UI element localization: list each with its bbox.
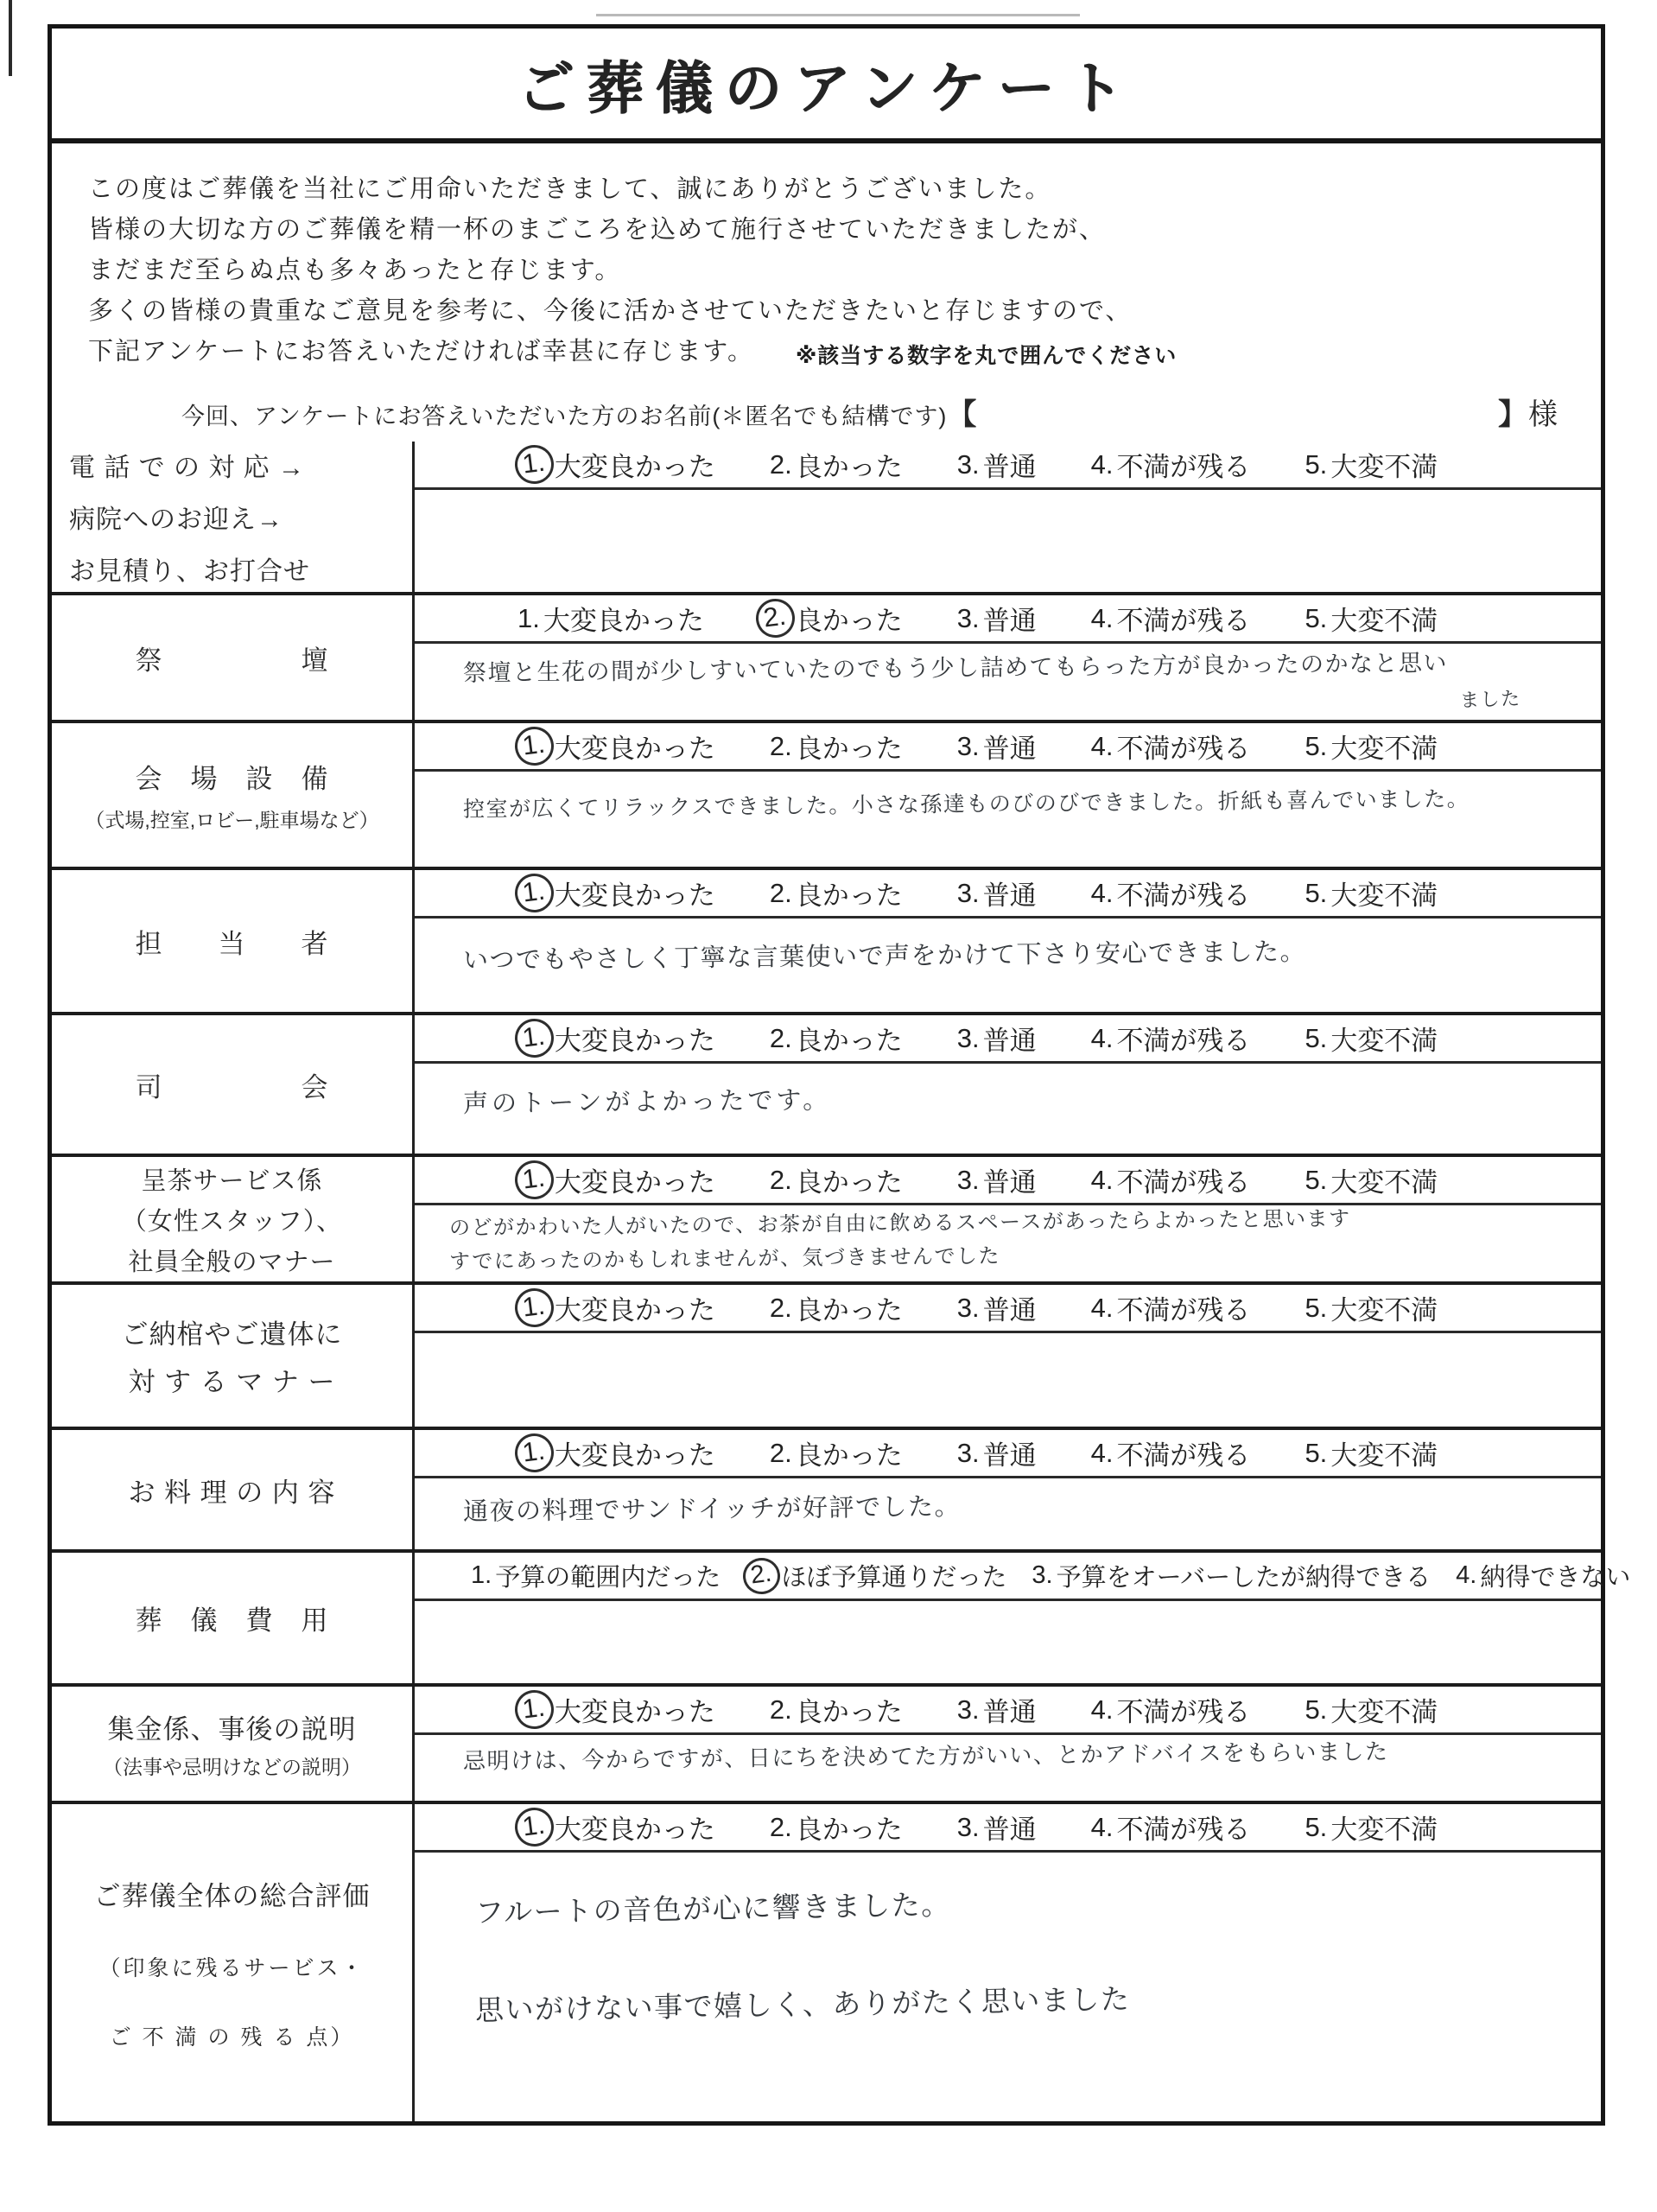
rating-label: 不満が残る — [1116, 880, 1251, 911]
rating-number: 1. — [517, 602, 540, 633]
rating-number: 5. — [1305, 1437, 1328, 1468]
rating-label: 大変良かった — [554, 452, 715, 482]
circled-rating-number: 1. — [512, 1805, 556, 1848]
rating-option — [515, 1690, 715, 1729]
row-label-line: 対 す る マ ナ ー — [128, 1367, 336, 1397]
rating-label: 大変良かった — [554, 1697, 715, 1727]
rating-label: 大変良かった — [554, 1295, 715, 1325]
rating-option — [515, 599, 704, 638]
rating-label: 普通 — [982, 1440, 1037, 1471]
rating-option — [1302, 1019, 1438, 1058]
rating-label: 良かった — [795, 1026, 903, 1056]
rating-label: 普通 — [982, 1026, 1037, 1056]
rating-label: 良かった — [795, 1295, 903, 1325]
rating-option — [1089, 1288, 1251, 1327]
rating-number: 3. — [956, 602, 980, 633]
rating-option — [767, 445, 903, 484]
rating-label: 良かった — [795, 452, 903, 482]
rating-number: 2. — [769, 877, 792, 908]
name-prompt: 今回、アンケートにお答えいただいた方のお名前(＊匿名でも結構です) — [181, 403, 948, 429]
rating-label: 大変良かった — [554, 1815, 715, 1845]
comment-area — [415, 772, 1601, 867]
circled-rating-number: 1. — [512, 1158, 556, 1201]
survey-row — [52, 1430, 1601, 1553]
handwritten-comment: 思いがけない事で嬉しく、ありがたく思いました — [474, 1982, 1131, 2026]
rating-number: 5. — [1305, 1811, 1328, 1842]
rating-option — [955, 599, 1037, 638]
rating-option — [767, 1433, 903, 1472]
rating-label: 大変良かった — [543, 606, 704, 636]
rating-number: 4. — [1090, 1164, 1114, 1195]
rating-label: 大変不満 — [1330, 452, 1438, 482]
rating-number: 5. — [1305, 730, 1328, 761]
rating-label: 普通 — [982, 880, 1037, 911]
row-label-line: （法事や忌明けなどの説明） — [103, 1756, 361, 1778]
row-label-line: （女性スタッフ）、 — [121, 1207, 343, 1236]
row-label — [52, 1430, 415, 1549]
row-label-line: （式場,控室,ロビー,駐車場など） — [85, 809, 379, 831]
rating-option — [767, 1160, 903, 1199]
rating-option — [468, 1558, 721, 1593]
comment-area — [415, 1205, 1601, 1281]
rating-option — [1302, 1690, 1438, 1729]
rating-option — [1089, 1690, 1251, 1729]
row-content — [415, 723, 1601, 867]
rating-label: 不満が残る — [1116, 734, 1251, 764]
rating-option — [1302, 1288, 1438, 1327]
rating-number: 4. — [1090, 1811, 1114, 1842]
options-line — [415, 1430, 1601, 1478]
options-line — [415, 442, 1601, 490]
handwritten-comment: すでにあったのかもしれませんが、気づきませんでした — [448, 1244, 1001, 1274]
options-line — [415, 723, 1601, 772]
handwritten-comment: のどがかわいた人がいたので、お茶が自由に飲めるスペースがあったらよかったと思います — [448, 1207, 1351, 1240]
rating-label: 大変不満 — [1330, 1697, 1438, 1727]
rating-option — [1089, 727, 1251, 766]
rating-label: 不満が残る — [1116, 1026, 1251, 1056]
row-content — [415, 595, 1601, 720]
circled-rating-number: 2. — [741, 1555, 783, 1596]
rating-number: 2. — [769, 730, 792, 761]
circled-rating-number: 2. — [753, 596, 797, 639]
handwritten-comment: 控室が広くてリラックスできました。小さな孫達ものびのびできました。折紙も喜んでいました。 — [462, 786, 1470, 822]
rating-label: 普通 — [982, 452, 1037, 482]
circled-rating-number: 1. — [512, 1431, 556, 1474]
rating-option — [955, 445, 1037, 484]
rating-label: 不満が残る — [1116, 452, 1251, 482]
rating-number: 2. — [769, 1022, 792, 1053]
row-label-line: お見積り、お打合せ — [69, 557, 310, 586]
row-content — [415, 1157, 1601, 1281]
rating-option — [1089, 1019, 1251, 1058]
row-label-line: 電 話 で の 対 応 → — [69, 454, 306, 482]
rating-label: 大変良かった — [554, 1026, 715, 1056]
row-label — [52, 1804, 415, 2121]
rating-label: 良かった — [795, 1167, 903, 1198]
row-label — [52, 595, 415, 720]
close-bracket: 】 — [1498, 397, 1528, 431]
rating-number: 4. — [1090, 1292, 1114, 1323]
rating-option — [1089, 599, 1251, 638]
survey-row — [52, 1804, 1601, 2121]
rating-option — [955, 1288, 1037, 1327]
options-line — [415, 1553, 1631, 1601]
row-label — [52, 1553, 415, 1683]
handwritten-comment: いつでもやさしく丁寧な言葉使いで声をかけて下さり安心できました。 — [462, 938, 1307, 975]
open-bracket: 【 — [947, 397, 978, 431]
rating-number: 4. — [1090, 448, 1114, 480]
rating-option — [515, 1808, 715, 1847]
row-label-line: ご 不 満 の 残 る 点） — [109, 2025, 355, 2050]
rating-number: 5. — [1305, 1292, 1328, 1323]
intro-line-with-note — [88, 332, 1561, 372]
rating-option — [1302, 727, 1438, 766]
rating-label: 良かった — [795, 1440, 903, 1471]
row-label — [52, 1015, 415, 1154]
rating-number: 2. — [769, 1694, 792, 1725]
rating-number: 2. — [769, 1437, 792, 1468]
row-label-line: 会 場 設 備 — [135, 764, 329, 794]
comment-area — [415, 1064, 1601, 1154]
intro-section — [52, 143, 1601, 442]
rating-label: 大変良かった — [554, 734, 715, 764]
rating-number: 5. — [1305, 877, 1328, 908]
rating-label: 大変良かった — [554, 1440, 715, 1471]
rating-label: 大変良かった — [554, 1167, 715, 1198]
row-content — [415, 1687, 1601, 1801]
rating-label: 良かった — [795, 1697, 903, 1727]
title-box — [52, 29, 1601, 143]
rating-label: 普通 — [982, 1295, 1037, 1325]
comment-area — [415, 1735, 1601, 1801]
row-label — [52, 723, 415, 867]
rating-option — [1089, 1433, 1251, 1472]
rating-label: 大変不満 — [1330, 1167, 1438, 1198]
comment-area — [415, 644, 1601, 720]
survey-row — [52, 723, 1601, 870]
comment-area — [415, 490, 1601, 592]
rating-number: 5. — [1305, 1164, 1328, 1195]
row-label-line: 担 当 者 — [135, 928, 329, 959]
row-label — [52, 442, 415, 592]
rating-label: 大変不満 — [1330, 606, 1438, 636]
comment-area — [415, 918, 1601, 1012]
circled-rating-number: 1. — [512, 1016, 556, 1059]
rating-option — [767, 1690, 903, 1729]
row-content — [415, 870, 1601, 1012]
rating-label: 大変不満 — [1330, 734, 1438, 764]
questionnaire-form — [48, 24, 1631, 2126]
rating-number: 3. — [956, 1694, 980, 1725]
rating-option — [1453, 1558, 1630, 1593]
options-line — [415, 1157, 1601, 1205]
rating-number: 3. — [1032, 1561, 1053, 1589]
handwritten-comment: 忌明けは、今からですが、日にちを決めてた方がいい、とかアドバイスをもらいました — [462, 1738, 1389, 1774]
rating-label: 不満が残る — [1116, 1295, 1251, 1325]
rating-label: 普通 — [982, 1697, 1037, 1727]
row-label-line: ご納棺やご遺体に — [121, 1319, 343, 1350]
rating-label: 不満が残る — [1116, 606, 1251, 636]
intro-line: 多くの皆様の貴重なご意見を参考に、今後に活かさせていただきたいと存じますので、 — [88, 296, 1133, 325]
survey-table — [52, 442, 1631, 2121]
row-label — [52, 1157, 415, 1281]
options-line — [415, 1804, 1601, 1853]
rating-number: 2. — [769, 1164, 792, 1195]
rating-number: 3. — [956, 1811, 980, 1842]
row-label-line: 呈茶サービス係 — [141, 1166, 323, 1195]
circled-rating-number: 1. — [512, 442, 556, 486]
circled-rating-number: 1. — [512, 1688, 556, 1731]
rating-number: 3. — [956, 877, 980, 908]
rating-option — [1302, 599, 1438, 638]
rating-label: 不満が残る — [1116, 1440, 1251, 1471]
survey-row — [52, 1687, 1601, 1804]
respondent-name-line — [88, 391, 1561, 439]
row-content — [415, 1015, 1601, 1154]
handwritten-comment: ました — [1460, 687, 1522, 711]
rating-number: 2. — [769, 1811, 792, 1842]
survey-row — [52, 870, 1601, 1015]
rating-number: 3. — [956, 1022, 980, 1053]
comment-area — [415, 1601, 1601, 1683]
rating-option — [767, 874, 903, 912]
rating-option — [1302, 1160, 1438, 1199]
row-label — [52, 1687, 415, 1801]
rating-number: 4. — [1456, 1561, 1477, 1589]
rating-option — [1089, 1160, 1251, 1199]
rating-option — [767, 1019, 903, 1058]
rating-label: 普通 — [982, 1815, 1037, 1845]
scan-artifact-left-edge — [9, 0, 12, 76]
survey-row — [52, 595, 1601, 723]
comment-area — [415, 1853, 1601, 2121]
rating-label: 良かった — [795, 606, 903, 636]
row-label-line: 祭 壇 — [135, 645, 329, 676]
rating-label: 良かった — [795, 1815, 903, 1845]
rating-option — [1302, 1808, 1438, 1847]
rating-number: 4. — [1090, 1437, 1114, 1468]
rating-number: 5. — [1305, 602, 1328, 633]
rating-option — [955, 874, 1037, 912]
options-line — [415, 1285, 1601, 1333]
rating-option — [515, 1433, 715, 1472]
rating-number: 5. — [1305, 1022, 1328, 1053]
row-label-line: 葬 儀 費 用 — [135, 1605, 329, 1636]
comment-area — [415, 1478, 1601, 1549]
rating-number: 4. — [1090, 1022, 1114, 1053]
rating-label: 大変不満 — [1330, 1440, 1438, 1471]
rating-label: 予算の範囲内だった — [495, 1564, 721, 1592]
rating-label: 大変不満 — [1330, 1026, 1438, 1056]
rating-option — [515, 874, 715, 912]
handwritten-comment: 声のトーンがよかったです。 — [462, 1086, 832, 1118]
intro-line: 下記アンケートにお答えいただければ幸甚に存じます。 — [88, 337, 754, 365]
rating-number: 3. — [956, 1164, 980, 1195]
rating-option — [743, 1558, 1006, 1594]
name-honorific: 様 — [1528, 397, 1561, 431]
rating-number: 5. — [1305, 448, 1328, 480]
rating-label: 普通 — [982, 1167, 1037, 1198]
form-title: ご葬儀のアンケート — [517, 56, 1136, 120]
row-label-line: 司 会 — [135, 1071, 329, 1103]
survey-row — [52, 442, 1601, 595]
intro-line: 皆様の大切な方のご葬儀を精一杯のまごころを込めて施行させていただきましたが、 — [88, 215, 1107, 244]
rating-option — [955, 1019, 1037, 1058]
comment-area — [415, 1333, 1601, 1427]
rating-option — [1089, 874, 1251, 912]
rating-number: 1. — [471, 1561, 492, 1589]
handwritten-comment: フルートの音色が心に響きました。 — [474, 1888, 951, 1929]
survey-row — [52, 1553, 1631, 1687]
scan-artifact-top-streak — [596, 14, 1080, 16]
rating-label: 良かった — [795, 734, 903, 764]
rating-number: 3. — [956, 448, 980, 480]
rating-label: 不満が残る — [1116, 1697, 1251, 1727]
rating-option — [515, 1019, 715, 1058]
rating-label: 普通 — [982, 606, 1037, 636]
rating-label: 予算をオーバーしたが納得できる — [1056, 1564, 1432, 1592]
row-label-line: （印象に残るサービス・ — [98, 1956, 365, 1980]
handwritten-comment: 通夜の料理でサンドイッチが好評でした。 — [462, 1492, 962, 1526]
row-content — [415, 1285, 1601, 1427]
rating-option — [756, 599, 903, 638]
rating-number: 4. — [1090, 730, 1114, 761]
row-label-line: 集金係、事後の説明 — [107, 1714, 357, 1745]
rating-label: 大変不満 — [1330, 880, 1438, 911]
rating-label: 不満が残る — [1116, 1815, 1251, 1845]
rating-label: 普通 — [982, 734, 1037, 764]
rating-option — [1302, 1433, 1438, 1472]
circled-rating-number: 1. — [512, 724, 556, 767]
rating-label: 不満が残る — [1116, 1167, 1251, 1198]
rating-number: 4. — [1090, 1694, 1114, 1725]
rating-option — [515, 445, 715, 484]
survey-row — [52, 1015, 1601, 1157]
rating-option — [955, 1808, 1037, 1847]
rating-number: 4. — [1090, 877, 1114, 908]
rating-option — [1302, 874, 1438, 912]
rating-number: 3. — [956, 1292, 980, 1323]
rating-label: 大変不満 — [1330, 1295, 1438, 1325]
rating-label: 納得できない — [1480, 1564, 1631, 1592]
circle-instruction-note: ※該当する数字を丸で囲んでください — [795, 343, 1178, 368]
rating-number: 3. — [956, 1437, 980, 1468]
rating-option — [515, 1160, 715, 1199]
rating-option — [515, 727, 715, 766]
rating-label: 大変不満 — [1330, 1815, 1438, 1845]
handwritten-comment: 祭壇と生花の間が少しすいていたのでもう少し詰めてもらった方が良かったのかなと思い — [462, 650, 1449, 686]
rating-option — [767, 1288, 903, 1327]
row-label-line: 社員全般のマナー — [128, 1248, 336, 1276]
rating-option — [955, 1160, 1037, 1199]
rating-number: 3. — [956, 730, 980, 761]
row-content — [415, 1553, 1631, 1683]
options-line — [415, 870, 1601, 918]
row-content — [415, 1804, 1601, 2121]
row-label-line: 病院へのお迎え→ — [69, 505, 283, 534]
row-content — [415, 442, 1601, 592]
rating-label: 大変良かった — [554, 880, 715, 911]
row-label-line: お 料 理 の 内 容 — [128, 1477, 336, 1508]
rating-label: ほぼ予算通りだった — [781, 1564, 1007, 1592]
intro-line: この度はご葬儀を当社にご用命いただきまして、誠にありがとうございました。 — [88, 175, 1052, 203]
rating-number: 2. — [769, 448, 792, 480]
rating-option — [767, 1808, 903, 1847]
row-label — [52, 1285, 415, 1427]
rating-option — [1029, 1558, 1431, 1593]
rating-option — [955, 727, 1037, 766]
rating-number: 5. — [1305, 1694, 1328, 1725]
row-label — [52, 870, 415, 1012]
rating-option — [767, 727, 903, 766]
rating-number: 2. — [769, 1292, 792, 1323]
rating-number: 4. — [1090, 602, 1114, 633]
row-content — [415, 1430, 1601, 1549]
rating-option — [1089, 1808, 1251, 1847]
options-line — [415, 1015, 1601, 1064]
rating-label: 良かった — [795, 880, 903, 911]
survey-row — [52, 1157, 1601, 1285]
rating-option — [1089, 445, 1251, 484]
rating-option — [955, 1690, 1037, 1729]
options-line — [415, 595, 1601, 644]
circled-rating-number: 1. — [512, 1286, 556, 1329]
rating-option — [955, 1433, 1037, 1472]
intro-line: まだまだ至らぬ点も多々あったと存じます。 — [88, 256, 622, 284]
rating-option — [515, 1288, 715, 1327]
survey-row — [52, 1285, 1601, 1430]
options-line — [415, 1687, 1601, 1735]
circled-rating-number: 1. — [512, 871, 556, 914]
rating-option — [1302, 445, 1438, 484]
row-label-line: ご葬儀全体の総合評価 — [93, 1881, 371, 1911]
